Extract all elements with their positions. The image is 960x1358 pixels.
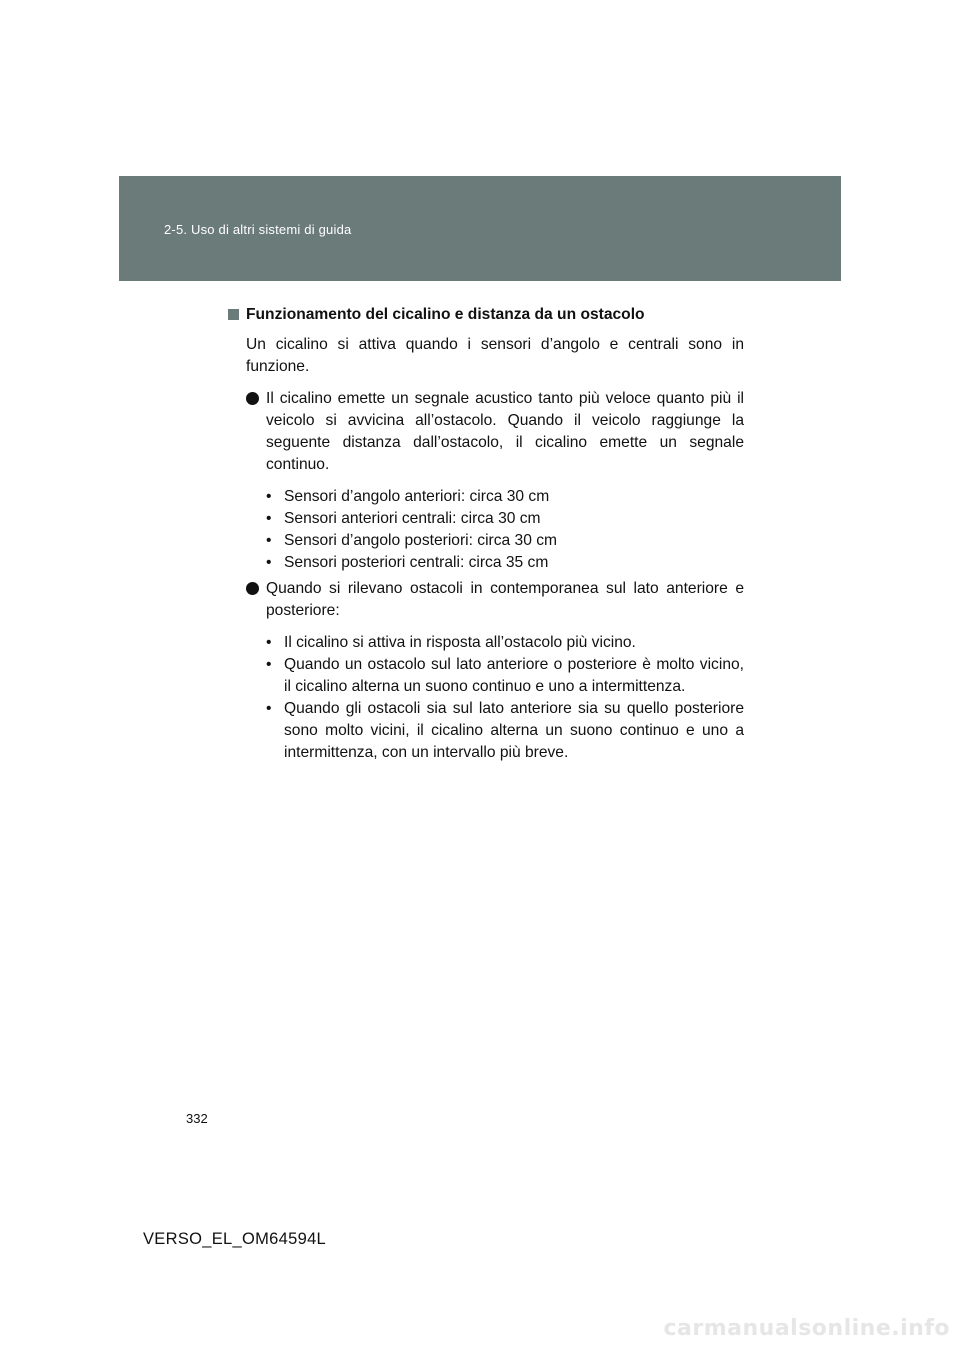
sub-list-item <box>266 486 744 508</box>
sub-item-text: Sensori anteriori centrali: circa 30 cm <box>284 510 541 527</box>
sub-item-text: Quando un ostacolo sul lato anteriore o posteriore è molto vicino, il cicalino alterna un suono continuo e uno a intermittenza. <box>284 656 744 695</box>
sub-bullet-mark: • <box>266 700 272 717</box>
section-title: Funzionamento del cicalino e distanza da un ostacolo <box>246 306 645 323</box>
bullet-text: Quando si rilevano ostacoli in contemporanea sul lato anteriore e posteriore: <box>266 580 744 619</box>
sub-list <box>266 632 744 764</box>
sub-bullet-mark: • <box>266 554 272 571</box>
watermark: carmanualsonline.info <box>663 1316 950 1341</box>
sub-bullet-mark: • <box>266 634 272 651</box>
sub-list-item <box>266 632 744 654</box>
sub-item-text: Quando gli ostacoli sia sul lato anteriore sia su quello posteriore sono molto vicini, il cicalino alterna un suono continuo e uno a intermittenza, con un intervallo più breve. <box>284 700 744 761</box>
sub-bullet-mark: • <box>266 510 272 527</box>
sub-list-item <box>266 508 744 530</box>
sub-bullet-mark: • <box>266 488 272 505</box>
sub-bullet-mark: • <box>266 532 272 549</box>
bullet-item <box>246 388 744 476</box>
section-breadcrumb: 2-5. Uso di altri sistemi di guida <box>164 222 352 237</box>
page-number: 332 <box>186 1111 208 1126</box>
round-bullet-icon <box>246 392 259 405</box>
bullet-text: Il cicalino emette un segnale acustico tanto più veloce quanto più il veicolo si avvicina all’ostacolo. Quando il veicolo raggiunge la seguente distanza dall’ostacolo, il cicalino emette un segnale continuo. <box>266 390 744 473</box>
sub-item-text: Sensori d’angolo posteriori: circa 30 cm <box>284 532 558 549</box>
bullet-item <box>246 578 744 622</box>
square-bullet-icon <box>228 309 239 320</box>
section-heading <box>228 304 744 326</box>
sub-item-text: Sensori d’angolo anteriori: circa 30 cm <box>284 488 550 505</box>
sub-list-item <box>266 654 744 698</box>
sub-list <box>266 486 744 574</box>
header-band <box>119 176 841 281</box>
sub-list-item <box>266 530 744 552</box>
sub-list-item <box>266 552 744 574</box>
round-bullet-icon <box>246 582 259 595</box>
sub-item-text: Sensori posteriori centrali: circa 35 cm <box>284 554 549 571</box>
sub-item-text: Il cicalino si attiva in risposta all’ostacolo più vicino. <box>284 634 636 651</box>
sub-list-item <box>266 698 744 764</box>
document-code: VERSO_EL_OM64594L <box>143 1230 327 1248</box>
intro-paragraph: Un cicalino si attiva quando i sensori d’angolo e centrali sono in funzione. <box>246 336 744 375</box>
sub-bullet-mark: • <box>266 656 272 673</box>
page-content <box>228 304 744 768</box>
